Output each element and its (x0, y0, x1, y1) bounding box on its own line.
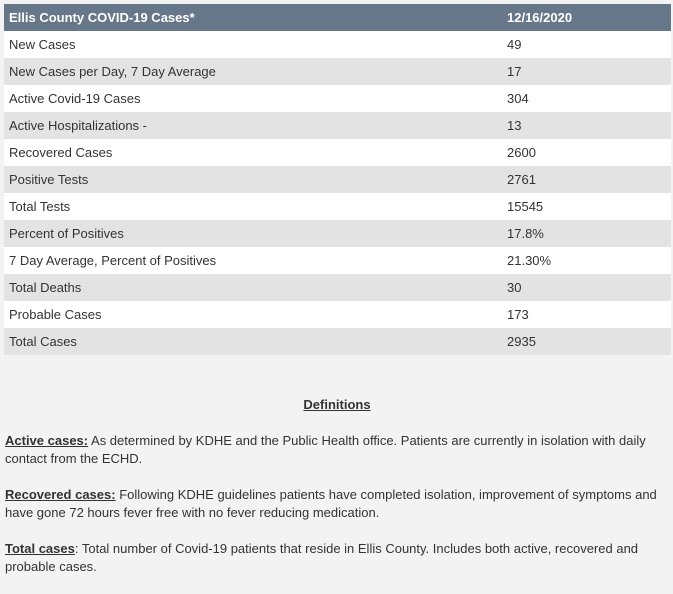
definition-term: Recovered cases: (5, 487, 116, 502)
definition-text: Following KDHE guidelines patients have completed isolation, improvement of symptoms and have gone 72 hours fever free with no fever reducing medication. (5, 487, 657, 520)
table-header-row (4, 4, 671, 31)
table-row (4, 247, 671, 274)
definition-text: : Total number of Covid-19 patients that reside in Ellis County. Includes both active, recovered and probable cases. (5, 541, 639, 574)
table-row (4, 58, 671, 85)
row-value: 15545 (502, 193, 671, 220)
row-label: New Cases (4, 31, 502, 58)
table-row (4, 274, 671, 301)
definition-term: Active cases: (5, 433, 89, 448)
table-row (4, 31, 671, 58)
row-value: 49 (502, 31, 671, 58)
table-row (4, 301, 671, 328)
row-label: Total Deaths (4, 274, 502, 301)
row-label: Percent of Positives (4, 220, 502, 247)
definition-term: Total cases (5, 541, 75, 556)
definition-recovered-cases (5, 486, 669, 522)
row-label: Probable Cases (4, 301, 502, 328)
definition-active-cases (5, 432, 669, 468)
table-title: Ellis County COVID-19 Cases* (4, 4, 502, 31)
row-label: Total Cases (4, 328, 502, 355)
table-row (4, 166, 671, 193)
row-value: 17 (502, 58, 671, 85)
row-value: 173 (502, 301, 671, 328)
table-row (4, 85, 671, 112)
row-value: 13 (502, 112, 671, 139)
row-value: 2761 (502, 166, 671, 193)
row-value: 304 (502, 85, 671, 112)
row-label: Active Hospitalizations - (4, 112, 502, 139)
table-row (4, 112, 671, 139)
definitions-section (5, 380, 669, 594)
row-label: 7 Day Average, Percent of Positives (4, 247, 502, 274)
row-label: Recovered Cases (4, 139, 502, 166)
row-value: 2935 (502, 328, 671, 355)
table-row (4, 328, 671, 355)
definition-total-cases (5, 540, 669, 576)
row-value: 2600 (502, 139, 671, 166)
definitions-title: Definitions (303, 397, 371, 412)
table-row (4, 220, 671, 247)
row-value: 21.30% (502, 247, 671, 274)
table-date: 12/16/2020 (502, 4, 671, 31)
table-row (4, 139, 671, 166)
row-label: Positive Tests (4, 166, 502, 193)
definition-text: As determined by KDHE and the Public Health office. Patients are currently in isolation with daily contact from the ECHD. (5, 433, 646, 466)
row-label: New Cases per Day, 7 Day Average (4, 58, 502, 85)
row-value: 17.8% (502, 220, 671, 247)
row-value: 30 (502, 274, 671, 301)
covid-cases-table (4, 4, 671, 355)
row-label: Total Tests (4, 193, 502, 220)
row-label: Active Covid-19 Cases (4, 85, 502, 112)
table-row (4, 193, 671, 220)
